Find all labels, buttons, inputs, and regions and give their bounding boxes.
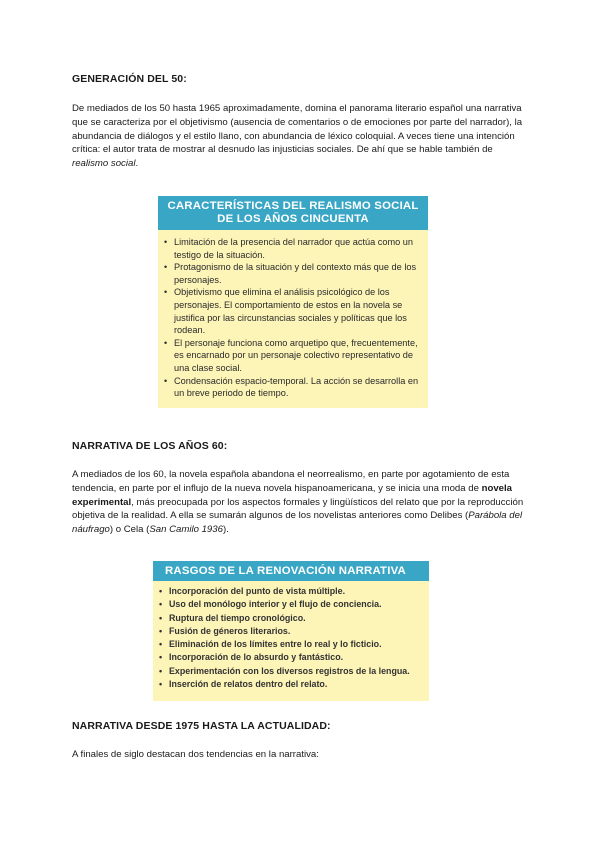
realismo-social-infobox (158, 196, 428, 408)
infobox-title (158, 196, 428, 230)
list-item-text: Experimentación con los diversos registros de la lengua. (169, 665, 410, 676)
renovacion-narrativa-infobox (153, 561, 429, 701)
list-item-text: Incorporación de lo absurdo y fantástico. (169, 652, 344, 663)
infobox-title-line: DE LOS AÑOS CINCUENTA (217, 213, 369, 225)
list-item-text: Fusión de géneros literarios. (169, 625, 291, 636)
list-item (164, 375, 420, 400)
paragraph-text: De mediados de los 50 hasta 1965 aproximadamente, domina el panorama literario español una narrativa que se caracteriza por el objetivismo (ausencia de comentarios o de emociones por parte del narrador), la abundancia de diálogos y el estilo llano, con abundancia de léxico coloquial. A veces tiene una intención crítica: el autor trata de mostrar al desnudo las injusticias sociales. De ahí que se hable también de (72, 103, 523, 156)
paragraph-text: , más preocupada por los aspectos formales y lingüísticos del relato que por la reproducción objetiva de la realidad. A ella se sumarán algunos de los novelistas anteriores como Delibes ( (72, 496, 524, 522)
section-heading-desde-1975: NARRATIVA DESDE 1975 HASTA LA ACTUALIDAD: (72, 720, 331, 732)
list-item-text: Condensación espacio-temporal. La acción se desarrolla en un breve periodo de tiempo. (174, 375, 419, 399)
list-item (159, 612, 421, 625)
bullet-icon: • (159, 639, 163, 650)
paragraph-text: ) o Cela ( (109, 524, 150, 536)
list-item-text: Eliminación de los límites entre lo real y lo ficticio. (169, 639, 382, 650)
bullet-icon: • (164, 375, 168, 386)
italic-title: Parábola del náufrago (72, 510, 523, 536)
italic-term: realismo social (72, 158, 136, 170)
bullet-icon: • (164, 287, 168, 298)
list-item (159, 638, 421, 651)
list-item (159, 598, 421, 611)
list-item (164, 236, 420, 261)
list-item (159, 651, 421, 664)
infobox-title: RASGOS DE LA RENOVACIÓN NARRATIVA (153, 561, 429, 581)
bullet-icon: • (159, 652, 163, 663)
list-item-text: Inserción de relatos dentro del relato. (169, 679, 328, 690)
bold-term: novela experimental (72, 482, 513, 508)
list-item (164, 261, 420, 286)
bullet-icon: • (159, 679, 163, 690)
list-item-text: Limitación de la presencia del narrador que actúa como un testigo de la situación. (174, 237, 414, 260)
paragraph-desde-1975: A finales de siglo destacan dos tendencias en la narrativa: (72, 749, 319, 760)
section-heading-anos-60: NARRATIVA DE LOS AÑOS 60: (72, 440, 228, 452)
list-item-text: Uso del monólogo interior y el flujo de conciencia. (169, 599, 382, 610)
list-item (164, 337, 420, 375)
bullet-icon: • (159, 625, 163, 636)
paragraph-text-end: ). (222, 524, 229, 536)
bullet-icon: • (164, 337, 168, 348)
list-item-text: Protagonismo de la situación y del contexto más que de los personajes. (174, 262, 417, 285)
bullet-icon: • (164, 262, 168, 273)
list-item (159, 678, 421, 691)
section-heading-generacion-50: GENERACIÓN DEL 50: (72, 73, 187, 85)
bullet-icon: • (164, 237, 168, 247)
bullet-icon: • (159, 665, 163, 676)
bullet-icon: • (159, 586, 163, 596)
list-item (159, 625, 421, 638)
infobox-list (158, 230, 428, 400)
list-item-text: Ruptura del tiempo cronológico. (169, 612, 306, 623)
infobox-title-line: CARACTERÍSTICAS DEL REALISMO SOCIAL (167, 200, 419, 212)
list-item (159, 585, 421, 598)
paragraph-text-end: . (135, 158, 139, 170)
list-item-text: Objetivismo que elimina el análisis psicológico de los personajes. El comportamiento de estos en la novela se justifica por las circunstancias sociales y políticas que los rodean. (174, 287, 407, 336)
infobox-list (153, 581, 429, 691)
bullet-icon: • (159, 599, 163, 610)
list-item-text: Incorporación del punto de vista múltiple. (169, 586, 346, 596)
bullet-icon: • (159, 612, 163, 623)
paragraph-anos-60 (72, 468, 528, 537)
paragraph-generacion-50 (72, 102, 528, 171)
list-item-text: El personaje funciona como arquetipo que, frecuentemente, es encarnado por un personaje colectivo representativo de una clase social. (174, 337, 418, 373)
list-item (159, 665, 421, 678)
paragraph-text: A mediados de los 60, la novela española abandona el neorrealismo, en parte por agotamiento de esta tendencia, en parte por el influjo de la nueva novela hispanoamericana, y se inicia una moda de (72, 469, 510, 494)
italic-title: San Camilo 1936 (149, 524, 223, 536)
list-item (164, 286, 420, 336)
